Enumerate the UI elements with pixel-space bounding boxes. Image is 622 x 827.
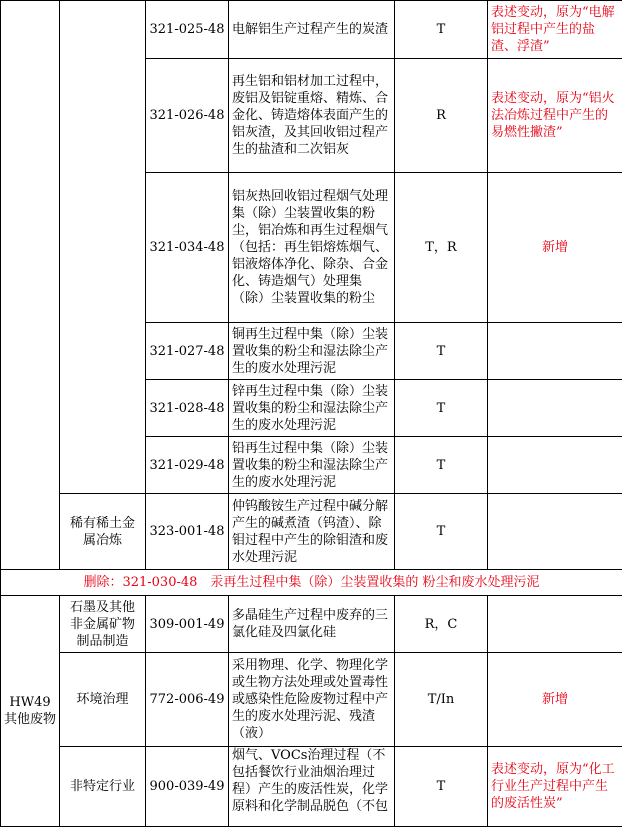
industry-cell: 稀有稀土金属冶炼	[60, 494, 146, 570]
change-note: 表述变动，原为“化工行业生产过程中产生的废活性炭”	[488, 747, 622, 827]
waste-code: 321-028-48	[146, 380, 229, 437]
table-row	[1, 1, 622, 59]
hazard-feature: T	[395, 494, 488, 570]
change-note: 新增	[488, 173, 622, 323]
waste-description: 铜再生过程中集（除）尘装置收集的粉尘和湿法除尘产生的废水处理污泥	[229, 323, 395, 380]
waste-description: 铝灰热回收铝过程烟气处理集（除）尘装置收集的粉尘，铝冶炼和再生过程烟气（包括：再生铝熔炼烟气、铝液熔体净化、除杂、合金化、铸造烟气）处理集（除）尘装置收集的粉尘	[229, 173, 395, 323]
hazard-feature: T	[395, 380, 488, 437]
hazard-feature: R，C	[395, 596, 488, 653]
change-note	[488, 494, 622, 570]
hazard-feature: T/In	[395, 653, 488, 747]
change-note: 表述变动，原为“铝火法冶炼过程中产生的易燃性撇渣”	[488, 59, 622, 173]
waste-code: 321-026-48	[146, 59, 229, 173]
change-note	[488, 596, 622, 653]
change-note	[488, 380, 622, 437]
waste-description: 铅再生过程中集（除）尘装置收集的粉尘和湿法除尘产生的废水处理污泥	[229, 437, 395, 494]
waste-description: 多晶硅生产过程中废弃的三氯化硅及四氯化硅	[229, 596, 395, 653]
waste-code: 772-006-49	[146, 653, 229, 747]
hazard-feature: T	[395, 323, 488, 380]
industry-cell: 石墨及其他非金属矿物制品制造	[60, 596, 146, 653]
change-note	[488, 437, 622, 494]
waste-code: 321-029-48	[146, 437, 229, 494]
waste-code: 900-039-49	[146, 747, 229, 827]
waste-code: 321-027-48	[146, 323, 229, 380]
hazard-feature: T	[395, 747, 488, 827]
table-row	[1, 494, 622, 570]
waste-description: 仲钨酸铵生产过程中碱分解产生的碱煮渣（钨渣）、除钼过程中产生的除钼渣和废水处理污泥	[229, 494, 395, 570]
waste-code: 323-001-48	[146, 494, 229, 570]
waste-description: 再生铝和铝材加工过程中，废铝及铝锭重熔、精炼、合金化、铸造熔体表面产生的铝灰渣，及其回收铝过程产生的盐渣和二次铝灰	[229, 59, 395, 173]
category-cell-hw49: HW49 其他废物	[1, 596, 60, 827]
industry-cell-nonferrous	[60, 1, 146, 494]
hazard-feature: T	[395, 1, 488, 59]
change-note: 新增	[488, 653, 622, 747]
industry-cell: 非特定行业	[60, 747, 146, 827]
waste-code: 321-034-48	[146, 173, 229, 323]
change-note: 表述变动，原为“电解铝过程中产生的盐渣、浮渣”	[488, 1, 622, 59]
waste-description: 烟气、VOCs治理过程（不包括餐饮行业油烟治理过程）产生的废活性炭，化学原料和化学制品脱色（不包	[229, 747, 395, 827]
industry-cell: 环境治理	[60, 653, 146, 747]
category-cell-hw48-continued	[1, 1, 60, 570]
waste-description: 电解铝生产过程产生的炭渣	[229, 1, 395, 59]
hazard-feature: T，R	[395, 173, 488, 323]
table-row-deleted	[1, 570, 622, 596]
change-note	[488, 323, 622, 380]
hazard-feature: R	[395, 59, 488, 173]
waste-code: 321-025-48	[146, 1, 229, 59]
deleted-entry-note: 删除：321-030-48 汞再生过程中集（除）尘装置收集的 粉尘和废水处理污泥	[1, 570, 622, 596]
hazard-feature: T	[395, 437, 488, 494]
table-row	[1, 596, 622, 653]
table-row	[1, 747, 622, 827]
waste-description: 采用物理、化学、物理化学或生物方法处理或处置毒性或感染性危险废物过程中产生的废水处理污泥、残渣（液）	[229, 653, 395, 747]
waste-code: 309-001-49	[146, 596, 229, 653]
table-row	[1, 653, 622, 747]
waste-description: 锌再生过程中集（除）尘装置收集的粉尘和湿法除尘产生的废水处理污泥	[229, 380, 395, 437]
